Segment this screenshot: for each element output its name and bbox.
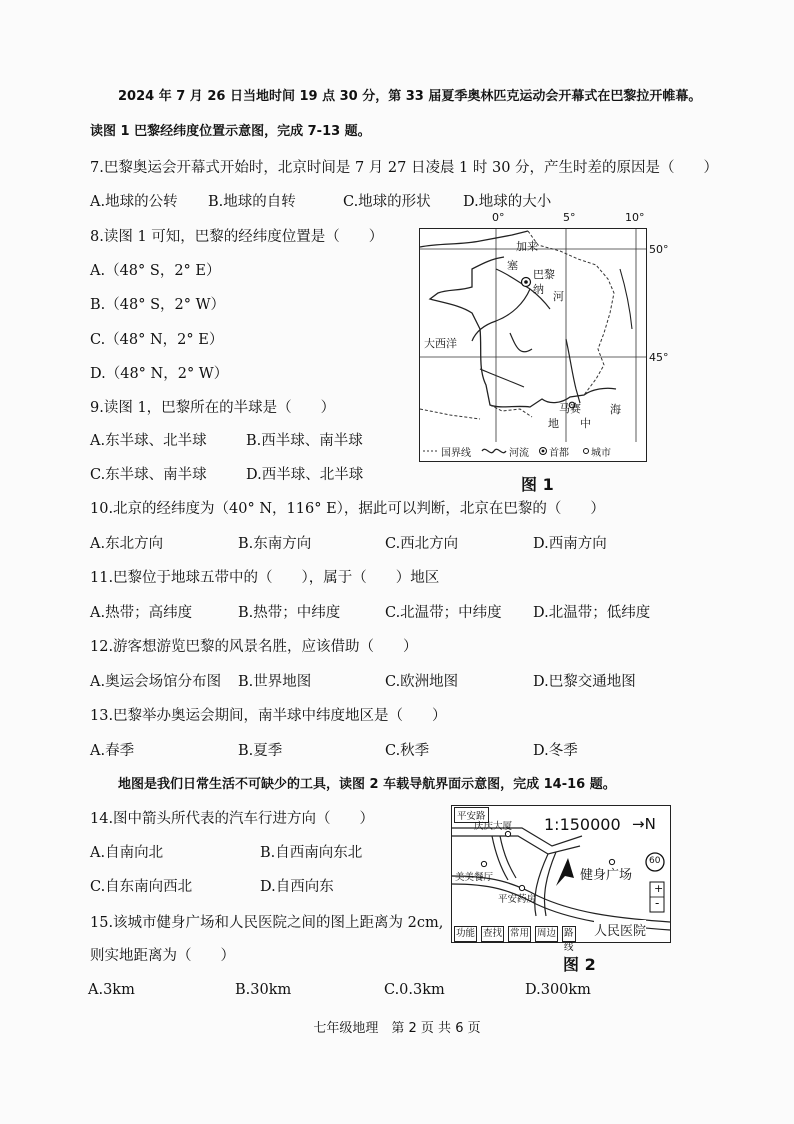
fig2-btn-function[interactable]: 功能 (454, 926, 477, 942)
q9-option-a: A.东半球、北半球 (90, 433, 207, 449)
figure-1-caption: 图 1 (521, 475, 554, 494)
intro-2: 地图是我们日常生活不可缺少的工具，读图 2 车载导航界面示意图，完成 14-16 题。 (118, 777, 616, 792)
fig2-place-meimei: 美美餐厅 (455, 872, 494, 883)
q8-stem: 8.读图 1 可知，巴黎的经纬度位置是（ ） (90, 229, 384, 245)
intro-line-2: 读图 1 巴黎经纬度位置示意图，完成 7-13 题。 (90, 124, 371, 139)
q7-option-b: B.地球的自转 (208, 194, 296, 210)
q10-option-a: A.东北方向 (90, 536, 164, 552)
q8-option-a: A.（48° S，2° E） (90, 263, 221, 279)
fig1-label-atlantic: 大西洋 (424, 337, 457, 350)
page-footer: 七年级地理 第 2 页 共 6 页 (313, 1021, 481, 1036)
fig1-legend-border: 国界线 (441, 448, 471, 459)
q13-stem: 13.巴黎举办奥运会期间，南半球中纬度地区是（ ） (90, 708, 447, 724)
q11-option-c: C.北温带；中纬度 (385, 605, 502, 621)
q8-option-d: D.（48° N，2° W） (90, 366, 229, 382)
fig1-lon-5: 5° (563, 211, 576, 224)
fig2-zoom-in[interactable]: + (654, 882, 664, 895)
figure-2-nav-screen (451, 805, 671, 953)
fig1-label-seine-2: 纳 (533, 283, 544, 296)
fig1-label-river: 河 (553, 290, 564, 303)
q10-option-d: D.西南方向 (533, 536, 607, 552)
fig1-label-marseille: 马赛 (559, 402, 581, 415)
q9-option-d: D.西半球、北半球 (246, 467, 364, 483)
q13-option-c: C.秋季 (385, 743, 430, 759)
q12-option-b: B.世界地图 (238, 674, 312, 690)
fig2-north-arrow: →N (632, 815, 656, 833)
q9-option-b: B.西半球、南半球 (246, 433, 363, 449)
fig2-button-bar (454, 926, 574, 953)
q8-option-b: B.（48° S，2° W） (90, 297, 225, 313)
fig1-label-seine-1: 塞 (507, 259, 518, 272)
fig2-zoom-out[interactable]: - (655, 896, 660, 910)
q10-option-c: C.西北方向 (385, 536, 459, 552)
q14-option-b: B.自西南向东北 (260, 845, 363, 861)
q15-option-b: B.30km (235, 982, 292, 998)
q11-option-b: B.热带；中纬度 (238, 605, 341, 621)
figure-1-map (419, 228, 647, 462)
fig2-btn-search[interactable]: 查找 (481, 926, 504, 942)
q11-option-a: A.热带；高纬度 (90, 605, 193, 621)
q15-option-d: D.300km (525, 982, 591, 998)
q12-stem: 12.游客想游览巴黎的风景名胜，应该借助（ ） (90, 639, 418, 655)
fig2-place-qingqing: 庆庆大厦 (474, 821, 513, 832)
q14-option-a: A.自南向北 (90, 845, 164, 861)
figure-2-caption: 图 2 (563, 955, 596, 974)
q13-option-a: A.春季 (90, 743, 135, 759)
intro-line-1: 2024 年 7 月 26 日当地时间 19 点 30 分，第 33 届夏季奥林匹克运动会开幕式在巴黎拉开帷幕。 (118, 89, 702, 104)
q11-option-d: D.北温带；低纬度 (533, 605, 651, 621)
q7-option-a: A.地球的公转 (90, 194, 178, 210)
fig1-lat-50: 50° (649, 243, 669, 256)
q14-option-d: D.自西向东 (260, 879, 334, 895)
q7-option-d: D.地球的大小 (463, 194, 552, 210)
q14-stem: 14.图中箭头所代表的汽车行进方向（ ） (90, 811, 375, 827)
q9-stem: 9.读图 1，巴黎所在的半球是（ ） (90, 400, 336, 416)
fig1-label-paris: 巴黎 (533, 268, 555, 281)
q10-stem: 10.北京的经纬度为（40° N，116° E），据此可以判断，北京在巴黎的（ ） (90, 501, 605, 517)
fig1-lat-45: 45° (649, 351, 669, 364)
fig2-scale: 1:150000 (544, 815, 621, 834)
fig1-lon-0: 0° (492, 211, 505, 224)
fig1-label-med-1: 地 (548, 417, 559, 430)
fig2-btn-nearby[interactable]: 周边 (535, 926, 558, 942)
fig1-label-med-2: 中 (580, 417, 591, 430)
fig2-btn-route[interactable]: 路线 (564, 928, 574, 953)
q10-option-b: B.东南方向 (238, 536, 312, 552)
fig2-place-hospital: 人民医院 (594, 920, 646, 939)
fig2-speed-limit: 60 (649, 856, 661, 866)
q13-option-b: B.夏季 (238, 743, 283, 759)
fig1-label-calais: 加来 (516, 240, 538, 253)
q12-option-d: D.巴黎交通地图 (533, 674, 636, 690)
q15-stem-1: 15.该城市健身广场和人民医院之间的图上距离为 2cm, (90, 915, 444, 931)
fig2-place-pingan: 平安药房 (498, 894, 537, 905)
q15-option-a: A.3km (88, 982, 135, 998)
fig2-btn-common[interactable]: 常用 (508, 926, 531, 942)
fig1-legend-city: 城市 (591, 448, 611, 459)
q7-stem: 7.巴黎奥运会开幕式开始时，北京时间是 7 月 27 日凌晨 1 时 30 分，产生时差的原因是（ ） (90, 160, 719, 176)
fig2-place-gym: 健身广场 (580, 868, 633, 883)
q14-option-c: C.自东南向西北 (90, 879, 193, 895)
q13-option-d: D.冬季 (533, 743, 578, 759)
fig2-road-label: 平安路 (454, 807, 489, 823)
q15-option-c: C.0.3km (384, 982, 445, 998)
q7-option-c: C.地球的形状 (343, 194, 431, 210)
q9-option-c: C.东半球、南半球 (90, 467, 207, 483)
fig1-legend-capital: 首都 (549, 448, 569, 459)
q11-stem: 11.巴黎位于地球五带中的（ ），属于（ ）地区 (90, 570, 440, 586)
q15-stem-2: 则实地距离为（ ） (90, 948, 235, 964)
fig1-label-med-3: 海 (610, 403, 621, 416)
q8-option-c: C.（48° N，2° E） (90, 332, 224, 348)
fig1-legend-river: 河流 (509, 448, 529, 459)
q12-option-a: A.奥运会场馆分布图 (90, 674, 222, 690)
q12-option-c: C.欧洲地图 (385, 674, 459, 690)
fig1-lon-10: 10° (625, 211, 645, 224)
